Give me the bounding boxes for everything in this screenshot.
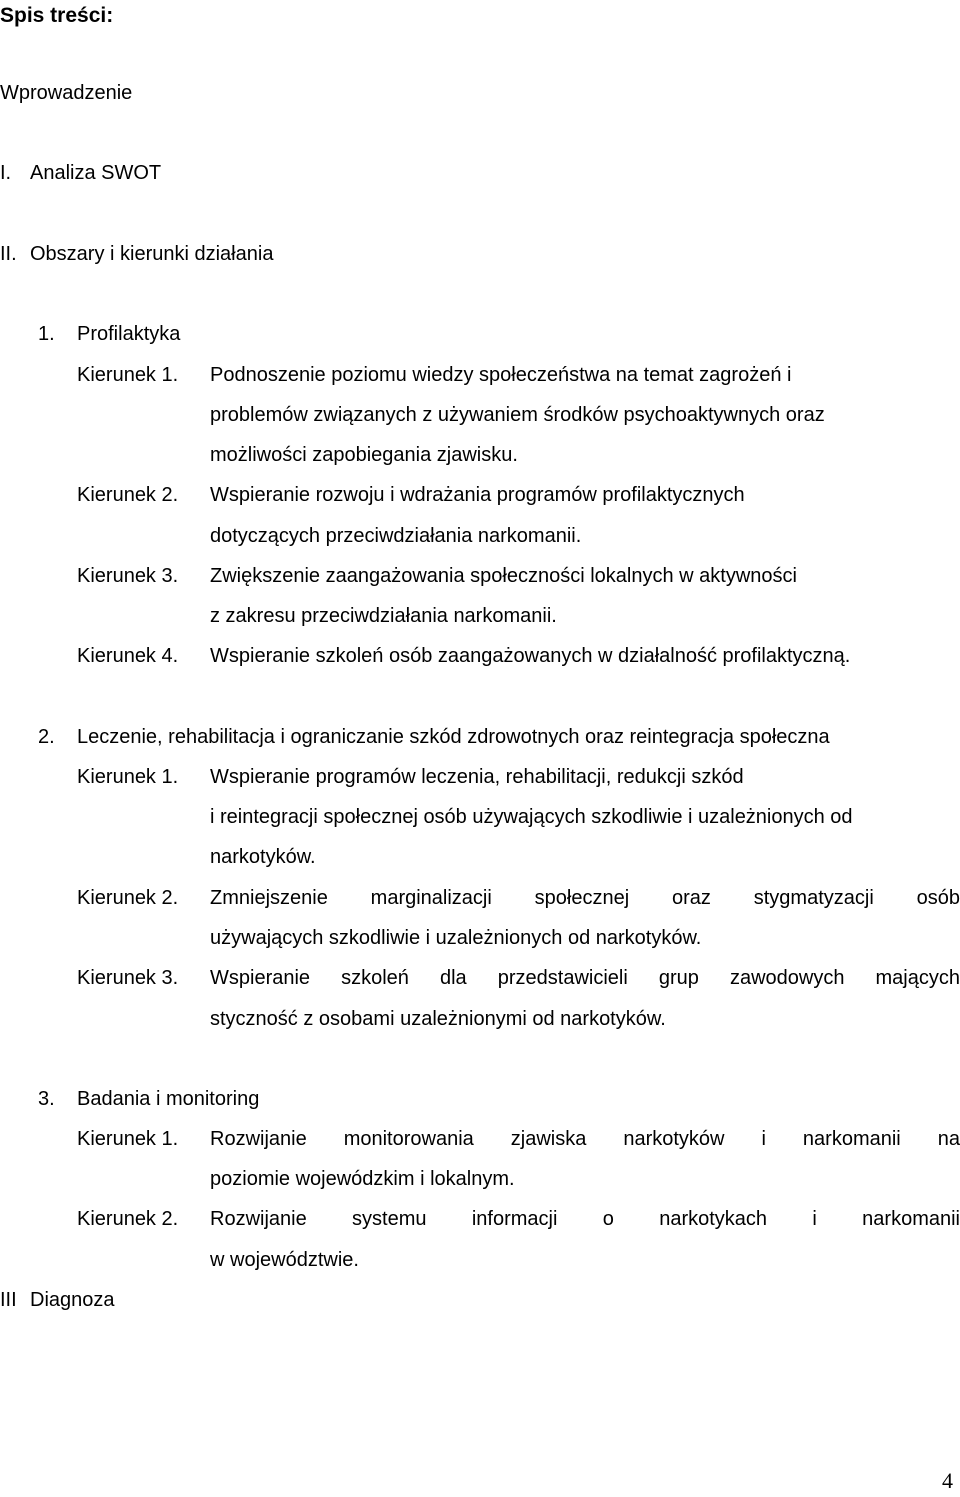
s3-direction-2-line-1: Rozwijanie systemu informacji o narkotykach i narkomanii (210, 1208, 960, 1230)
s2-direction-1-label: Kierunek 1. (77, 766, 179, 788)
section-3-number: 3. (38, 1088, 55, 1110)
part-2-title: Obszary i kierunki działania (30, 243, 274, 265)
s1-direction-3-line-1: Zwiększenie zaangażowania społeczności lokalnych w aktywności (210, 565, 797, 587)
s2-direction-3-label: Kierunek 3. (77, 967, 179, 989)
s3-direction-1-line-1: Rozwijanie monitorowania zjawiska narkotyków i narkomanii na (210, 1128, 960, 1150)
section-1-title: Profilaktyka (77, 323, 181, 345)
s2-direction-1-line-1: Wspieranie programów leczenia, rehabilitacji, redukcji szkód (210, 766, 744, 788)
part-3-title: Diagnoza (30, 1289, 115, 1311)
part-2-number: II. (0, 243, 17, 265)
s2-direction-3-line-2: styczność z osobami uzależnionymi od narkotyków. (210, 1008, 666, 1030)
s2-direction-2-label: Kierunek 2. (77, 887, 179, 909)
part-1-number: I. (0, 162, 12, 184)
s2-direction-3-line-1: Wspieranie szkoleń dla przedstawicieli grup zawodowych mających (210, 967, 960, 989)
s1-direction-1-line-1: Podnoszenie poziomu wiedzy społeczeństwa na temat zagrożeń i (210, 364, 792, 386)
s3-direction-2-line-2: w województwie. (210, 1249, 359, 1271)
s1-direction-1-line-2: problemów związanych z używaniem środków psychoaktywnych oraz (210, 404, 825, 426)
s3-direction-1-line-2: poziomie wojewódzkim i lokalnym. (210, 1168, 515, 1190)
page-number: 4 (942, 1468, 953, 1493)
s1-direction-1-line-3: możliwości zapobiegania zjawisku. (210, 444, 518, 466)
s1-direction-3-label: Kierunek 3. (77, 565, 179, 587)
s2-direction-1-line-3: narkotyków. (210, 846, 316, 868)
part-3-number: III (0, 1289, 17, 1311)
s1-direction-2-line-1: Wspieranie rozwoju i wdrażania programów profilaktycznych (210, 484, 745, 506)
section-2-title: Leczenie, rehabilitacja i ograniczanie szkód zdrowotnych oraz reintegracja społeczna (77, 726, 830, 748)
s1-direction-3-line-2: z zakresu przeciwdziałania narkomanii. (210, 605, 557, 627)
section-2-number: 2. (38, 726, 55, 748)
s1-direction-4-line-1: Wspieranie szkoleń osób zaangażowanych w działalność profilaktyczną. (210, 645, 851, 667)
s1-direction-1-label: Kierunek 1. (77, 364, 179, 386)
part-1-title: Analiza SWOT (30, 162, 162, 184)
s2-direction-2-line-1: Zmniejszenie marginalizacji społecznej oraz stygmatyzacji osób (210, 887, 960, 909)
s2-direction-2-line-2: używających szkodliwie i uzależnionych od narkotyków. (210, 927, 702, 949)
s1-direction-2-line-2: dotyczących przeciwdziałania narkomanii. (210, 525, 582, 547)
s1-direction-4-label: Kierunek 4. (77, 645, 179, 667)
toc-intro: Wprowadzenie (0, 82, 133, 104)
section-3-title: Badania i monitoring (77, 1088, 260, 1110)
toc-title: Spis treści: (0, 4, 114, 27)
s2-direction-1-line-2: i reintegracji społecznej osób używających szkodliwie i uzależnionych od (210, 806, 853, 828)
s3-direction-1-label: Kierunek 1. (77, 1128, 179, 1150)
s1-direction-2-label: Kierunek 2. (77, 484, 179, 506)
section-1-number: 1. (38, 323, 55, 345)
s3-direction-2-label: Kierunek 2. (77, 1208, 179, 1230)
